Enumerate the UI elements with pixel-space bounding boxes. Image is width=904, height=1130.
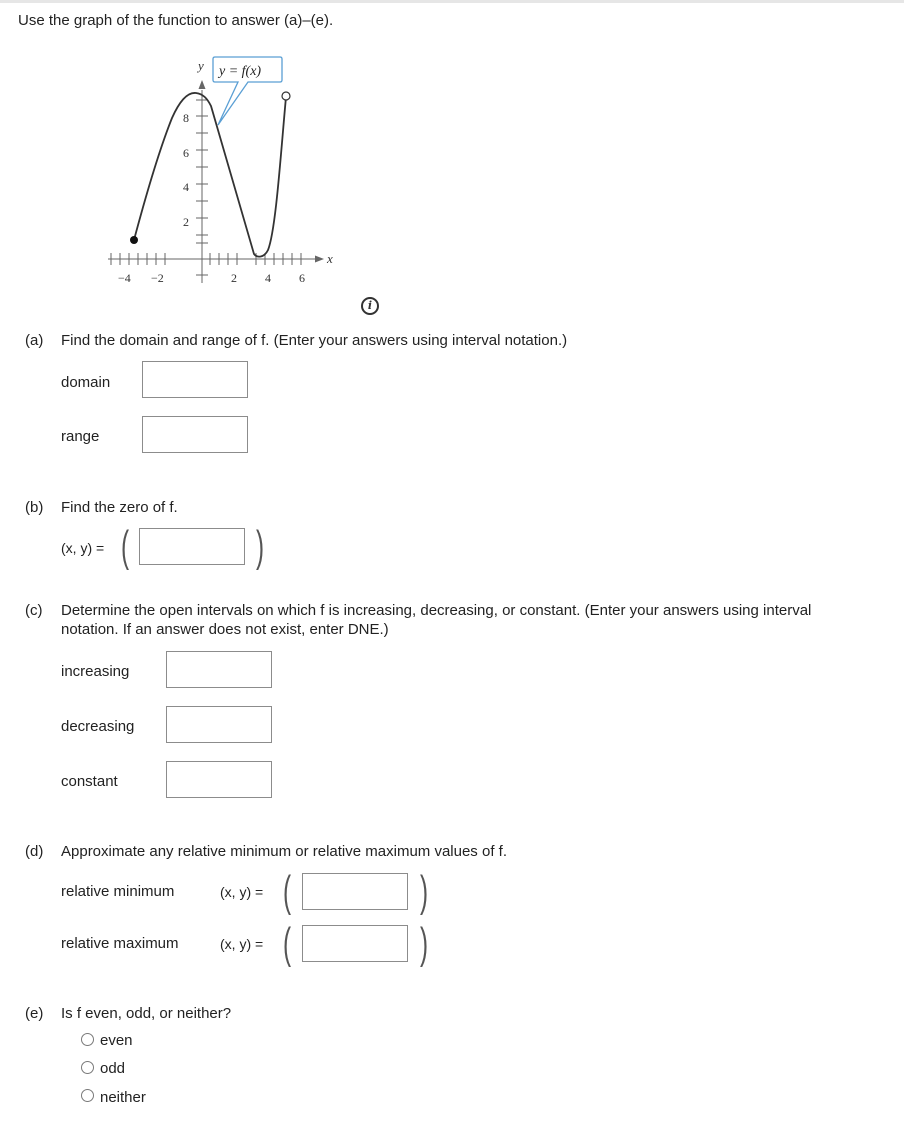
part-e-prompt: Is f even, odd, or neither? <box>61 1005 232 1022</box>
x-tick-label: −2 <box>151 271 164 285</box>
function-curve <box>134 93 286 257</box>
option-neither-label[interactable]: neither <box>100 1089 146 1106</box>
relative-minimum-input[interactable] <box>302 873 408 910</box>
option-even-label[interactable]: even <box>100 1032 133 1049</box>
domain-label: domain <box>61 374 111 391</box>
open-paren: ( <box>121 522 130 571</box>
part-a-prompt: Find the domain and range of f. (Enter your answers using interval notation.) <box>61 332 568 349</box>
radio-even[interactable] <box>81 1033 94 1046</box>
x-tick-label: 6 <box>299 271 305 285</box>
zero-xy-label: (x, y) = <box>61 540 105 556</box>
part-a-letter: (a) <box>25 332 44 349</box>
relative-minimum-label: relative minimum <box>61 883 175 900</box>
constant-label: constant <box>61 773 118 790</box>
range-label: range <box>61 428 100 445</box>
relative-maximum-label: relative maximum <box>61 935 179 952</box>
min-xy-label: (x, y) = <box>220 884 264 900</box>
y-tick-label: 6 <box>183 146 189 160</box>
top-border <box>0 0 904 3</box>
y-tick-label: 4 <box>183 180 189 194</box>
open-paren: ( <box>283 919 292 968</box>
part-b-prompt: Find the zero of f. <box>61 499 178 516</box>
function-graph <box>100 50 350 295</box>
decreasing-label: decreasing <box>61 718 135 735</box>
x-axis-arrow <box>315 256 324 263</box>
x-axis-label: x <box>327 251 333 266</box>
part-d-prompt: Approximate any relative minimum or relative maximum values of f. <box>61 843 507 860</box>
curve-label: y = f(x) <box>219 64 262 79</box>
part-c-letter: (c) <box>25 602 43 619</box>
part-d-letter: (d) <box>25 843 44 860</box>
domain-input[interactable] <box>142 361 248 398</box>
part-c-prompt-line2: notation. If an answer does not exist, enter DNE.) <box>61 621 389 638</box>
part-e-letter: (e) <box>25 1005 44 1022</box>
x-tick-label: 2 <box>231 271 237 285</box>
y-axis-arrow <box>199 80 206 89</box>
x-tick-label: −4 <box>118 271 131 285</box>
increasing-label: increasing <box>61 663 130 680</box>
x-tick-label: 4 <box>265 271 271 285</box>
open-endpoint <box>282 92 290 100</box>
part-b-letter: (b) <box>25 499 44 516</box>
x-tick-marks <box>111 253 301 275</box>
open-paren: ( <box>283 867 292 916</box>
zero-input[interactable] <box>139 528 245 565</box>
y-axis-label: y <box>198 58 204 73</box>
y-tick-label: 8 <box>183 111 189 125</box>
closed-endpoint <box>130 236 138 244</box>
option-odd-label[interactable]: odd <box>100 1060 126 1077</box>
close-paren: ) <box>256 522 265 571</box>
constant-input[interactable] <box>166 761 272 798</box>
range-input[interactable] <box>142 416 248 453</box>
y-tick-label: 2 <box>183 215 189 229</box>
radio-neither[interactable] <box>81 1089 94 1102</box>
part-c-prompt-line1: Determine the open intervals on which f is increasing, decreasing, or constant. (Enter your answers using interval <box>61 602 812 619</box>
increasing-input[interactable] <box>166 651 272 688</box>
close-paren: ) <box>420 867 429 916</box>
close-paren: ) <box>420 919 429 968</box>
relative-maximum-input[interactable] <box>302 925 408 962</box>
info-icon[interactable]: i <box>361 297 379 315</box>
decreasing-input[interactable] <box>166 706 272 743</box>
radio-odd[interactable] <box>81 1061 94 1074</box>
instructions: Use the graph of the function to answer (a)–(e). <box>18 12 334 29</box>
max-xy-label: (x, y) = <box>220 936 264 952</box>
